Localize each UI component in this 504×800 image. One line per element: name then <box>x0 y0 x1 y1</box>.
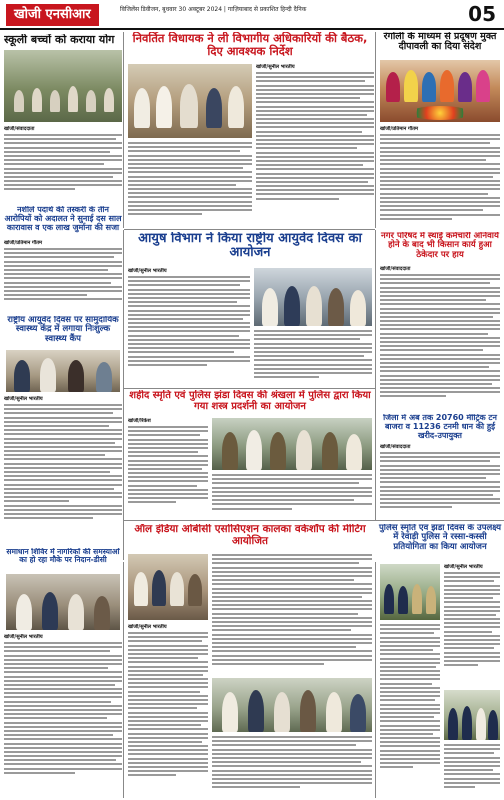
rangoli-photo <box>380 60 500 122</box>
headline: रंगोली के माध्यम से प्रदूषण मुक्त दीपावली का दिया संदेश <box>383 32 497 53</box>
article-body <box>444 564 500 684</box>
article-body-continued <box>128 142 252 228</box>
byline: खोजी/सुनील भारतीय <box>4 634 43 640</box>
byline: खोजी/सुनील भारतीय <box>256 64 295 70</box>
article-body-continued <box>212 474 372 518</box>
article-police-exhibition <box>126 390 374 518</box>
article-body-continued <box>254 330 372 386</box>
article-ayurveda-day <box>126 232 374 386</box>
obc-meeting-photo <box>128 554 208 620</box>
section-rule <box>124 388 375 389</box>
byline: खोजी/रिकेश <box>128 418 151 424</box>
column-rule <box>375 32 376 228</box>
byline: खोजी/प्रतिमान गौतम <box>380 126 418 132</box>
column-rule <box>123 230 124 560</box>
police-exhibition-photo <box>212 418 372 470</box>
article-rangoli <box>378 32 502 228</box>
ayurveda-day-photo <box>254 268 372 326</box>
article-body <box>128 418 208 518</box>
tug-of-war-photo <box>380 564 440 620</box>
byline: खोजी/संवाददाता <box>380 444 411 450</box>
column-rule <box>123 562 124 798</box>
article-nagar-parishad <box>378 232 502 410</box>
article-body <box>380 266 500 410</box>
article-samadhan-shivir <box>4 548 122 796</box>
column-rule <box>375 230 376 520</box>
article-body <box>4 396 122 544</box>
health-camp-photo <box>6 350 120 392</box>
section-rule <box>124 229 375 230</box>
article-body-continued-2 <box>444 744 500 796</box>
article-body-continued <box>380 624 440 796</box>
section-rule <box>124 520 504 521</box>
byline: खोजी/सुनील भारतीय <box>4 396 43 402</box>
byline: खोजी/संवाददाता <box>4 126 35 132</box>
article-obc-association <box>126 524 374 796</box>
mla-meeting-photo <box>128 64 252 138</box>
article-body <box>4 240 122 314</box>
article-procurement <box>378 414 502 518</box>
byline: खोजी/संवाददाता <box>380 266 411 272</box>
article-health-camp <box>4 316 122 544</box>
tug-of-war-group-photo <box>444 690 500 740</box>
column-rule <box>375 562 376 798</box>
headline: शहीद स्मृति एवं पुलिस झंडा दिवस की श्रंखला में पुलिस द्वारा किया गया शस्त्र प्रदर्शनी का आयोजन <box>129 390 371 412</box>
headline: आयुष विभाग ने किया राष्ट्रीय आयुर्वेद दिवस का आयोजन <box>138 232 362 261</box>
headline: राष्ट्रीय आयुर्वेद दिवस पर सामुदायिक स्वास्थ्य केंद्र में लगाया निःशुल्क स्वास्थ्य कैंप <box>7 316 119 344</box>
samadhan-shivir-photo <box>6 574 120 630</box>
byline: खोजी/सुनील भारतीय <box>128 624 167 630</box>
article-body <box>380 126 500 228</box>
headline: ऑल इंडिया ओबीसी एसोसिएशन कालका वर्कशॉप की मीटिंग आयोजित <box>134 524 366 547</box>
article-body <box>4 126 122 204</box>
headline: जिला में अब तक 20760 मीट्रिक टन बाजरा व 11236 टनमी धान की हुई खरीद-उपायुक्त <box>383 414 497 440</box>
yoga-photo <box>4 50 122 122</box>
article-mla-meeting <box>126 32 374 228</box>
article-narcotics-verdict <box>4 206 122 314</box>
headline: समाधान शिविर में नागरिकों की समस्याओं का हो रहा मौके पर निदान-डीसी <box>6 548 120 565</box>
article-body <box>128 268 250 386</box>
edition-info: विजिलेंस डिवीजन, बुधवार 30 अक्टूबर 2024 | गाज़ियाबाद से प्रकाशित हिन्दी दैनिक <box>120 6 307 13</box>
article-yoga <box>4 34 122 204</box>
article-body <box>256 64 374 228</box>
headline: स्कूली बच्चों को कराया योग <box>4 34 115 46</box>
article-body <box>128 624 208 796</box>
article-tug-of-war <box>378 524 502 796</box>
headline: नशीले पदार्थ की तस्करी के तीन आरोपियों को अदालत ने सुनाई दस साल कारावास व एक लाख जुर्माना की सजा <box>4 206 122 232</box>
obc-group-photo <box>212 678 372 732</box>
article-body <box>380 444 500 518</box>
headline: निवर्तित विधायक ने ली विभागीय अधिकारियों की बैठक, दिए आवश्यक निर्देश <box>132 32 368 58</box>
newspaper-name: खोजी एनसीआर <box>6 4 99 26</box>
byline: खोजी/प्रतिमान गौतम <box>4 240 42 246</box>
column-rule <box>123 32 124 228</box>
headline: नगर परिषद में स्थाई कर्मचारी अनिवार्य होने के बाद भी किसान कार्य हुआ ठेकेदार पर हाय <box>381 232 499 260</box>
page-number: 05 <box>468 2 496 26</box>
article-body-continued <box>212 554 372 674</box>
masthead <box>0 0 504 30</box>
byline: खोजी/सुनील भारतीय <box>444 564 483 570</box>
article-body-continued-2 <box>212 736 372 796</box>
article-body <box>4 634 122 794</box>
headline: पुलिस स्मृति एवं झंडा दिवस के उपलक्ष्य में रेवाड़ी पुलिस ने रस्सा-कस्सी प्रतियोगिता का किया आयोजन <box>378 524 501 552</box>
byline: खोजी/सुनील भारतीय <box>128 268 167 274</box>
